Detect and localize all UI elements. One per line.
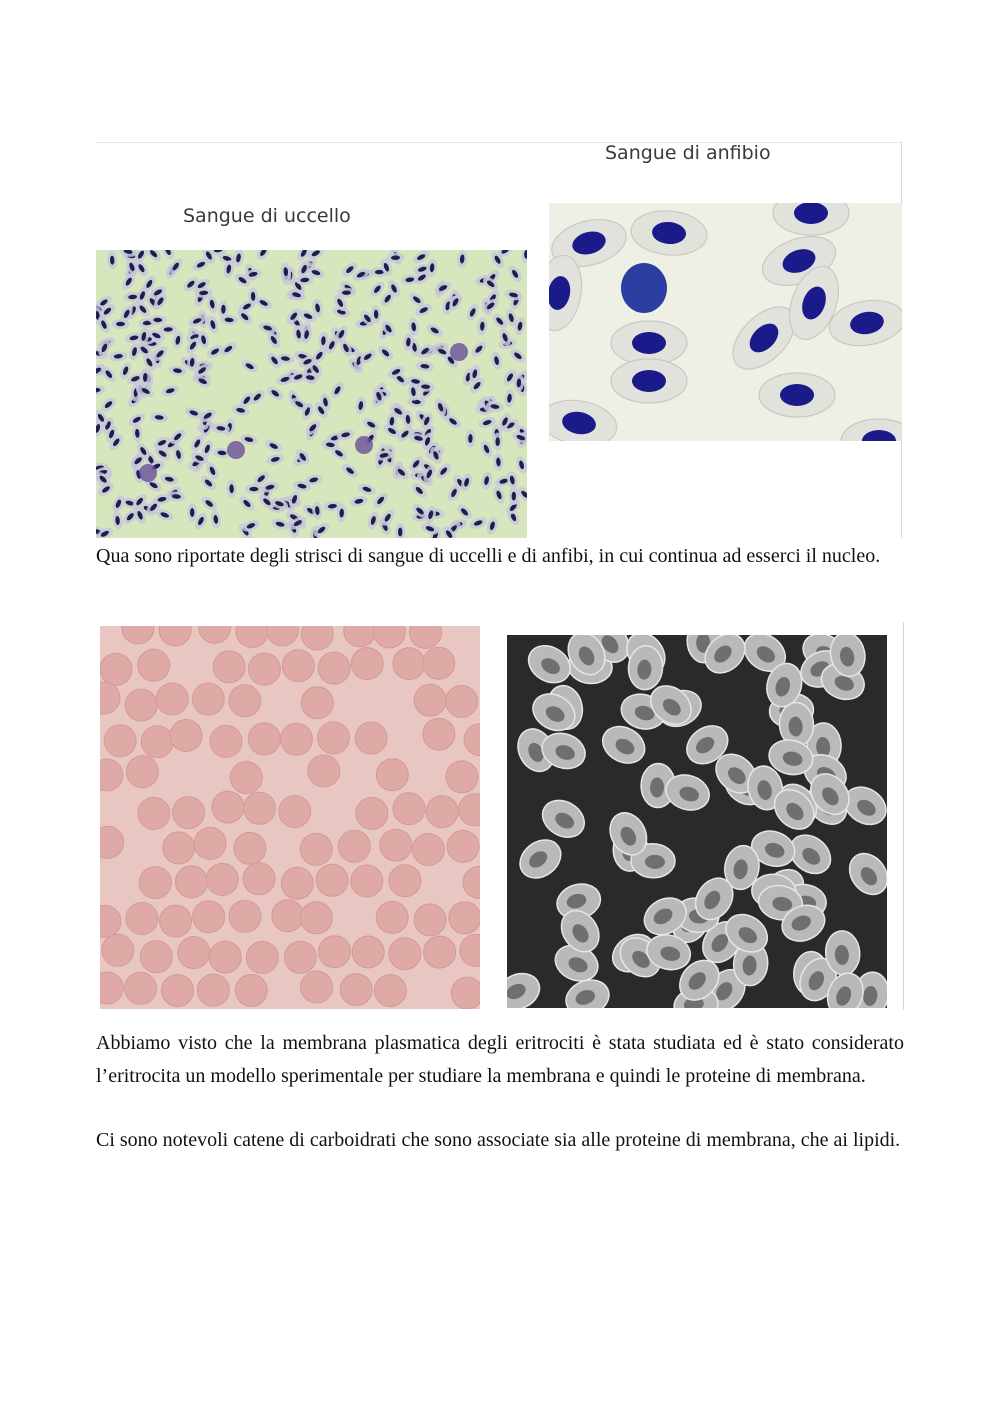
paragraph-membrane-study: Abbiamo visto che la membrana plasmatica degli eritrociti è stata studiata ed è stato considerato l’eritrocita un modello sperimentale per studiare la membrana e quindi le proteine di membrana. bbox=[96, 1032, 904, 1087]
bird-blood-label: Sangue di uccello bbox=[183, 205, 351, 227]
figure-top-rule bbox=[96, 142, 902, 143]
figure-erythrocytes bbox=[100, 622, 904, 1012]
erythrocytes-light-microscopy-image bbox=[100, 626, 480, 1009]
amphibian-blood-label: Sangue di anfibio bbox=[605, 142, 771, 164]
figure-right-rule bbox=[903, 622, 904, 1010]
paragraph-carbohydrate-chains: Ci sono notevoli catene di carboidrati che sono associate sia alle proteine di membrana, che ai lipidi. bbox=[96, 1129, 901, 1151]
amphibian-blood-image bbox=[549, 203, 902, 441]
figure-blood-smears bbox=[96, 142, 902, 538]
erythrocytes-sem-image bbox=[507, 635, 887, 1008]
bird-blood-image bbox=[96, 250, 527, 538]
paragraph-smear-description: Qua sono riportate degli strisci di sangue di uccelli e di anfibi, in cui continua ad esserci il nucleo. bbox=[96, 545, 881, 567]
